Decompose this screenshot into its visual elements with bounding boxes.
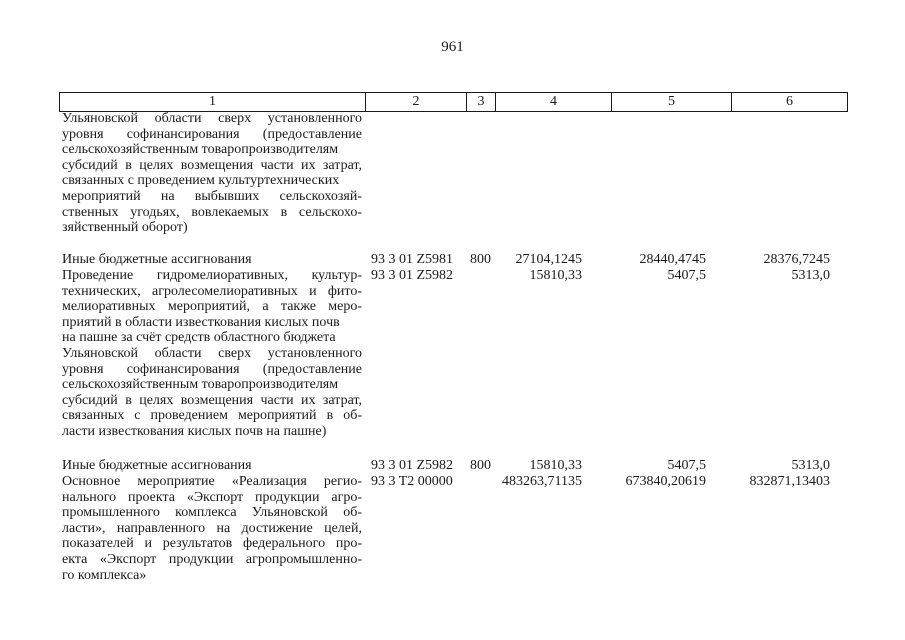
page-number: 961	[441, 39, 464, 55]
row-value-5: 5407,5	[667, 458, 706, 473]
description-line: связанных с проведением культуртехнических	[62, 173, 340, 189]
column-header-5: 5	[612, 93, 732, 112]
column-header-1: 1	[60, 93, 366, 112]
row-value-4: 27104,1245	[515, 252, 582, 267]
column-header-table	[59, 92, 848, 112]
description-line: Иные бюджетные ассигнования	[62, 458, 252, 473]
description-line: сельскохозяйственным товаропроизводителям	[62, 377, 339, 393]
row-value-5: 673840,20619	[625, 474, 706, 489]
description-line: на пашне за счёт средств областного бюджета	[62, 330, 336, 346]
row-value-5: 28440,4745	[639, 252, 706, 267]
row-value-6: 5313,0	[791, 268, 830, 283]
row-value-6: 5313,0	[791, 458, 830, 473]
description-line: субсидий в целях возмещения части их затрат,	[62, 392, 362, 408]
description-line: мелиоративных мероприятий, а также меро-	[62, 299, 362, 315]
row-value-6: 28376,7245	[763, 252, 830, 267]
column-header-3: 3	[467, 93, 496, 112]
row-description	[62, 458, 362, 474]
description-line: сельскохозяйственным товаропроизводителям	[62, 142, 339, 158]
row-value-6: 832871,13403	[749, 474, 830, 489]
column-header-6: 6	[732, 93, 848, 112]
description-line: субсидий в целях возмещения части их затрат,	[62, 157, 362, 173]
row-value-4: 15810,33	[529, 268, 582, 283]
description-line: показателей и результатов федерального про-	[62, 536, 362, 552]
description-line: зяйственный оборот)	[62, 220, 188, 236]
description-line: Проведение гидромелиоративных, культур-	[62, 268, 362, 283]
description-line: нального проекта «Экспорт продукции агро-	[62, 489, 362, 505]
description-line: Основное мероприятие «Реализация регио-	[62, 474, 362, 489]
description-line: связанных с проведением мероприятий в об-	[62, 408, 362, 424]
row-value-5: 5407,5	[667, 268, 706, 283]
description-line: уровня софинансирования (предоставление	[62, 361, 362, 377]
description-line: уровня софинансирования (предоставление	[62, 126, 362, 142]
description-line: ственных угодьях, вовлекаемых в сельскохо-	[62, 204, 362, 220]
column-header-2: 2	[366, 93, 467, 112]
row-code: 93 3 01 Z5982	[371, 268, 454, 283]
description-line: екта «Экспорт продукции агропромышленно-	[62, 551, 362, 567]
row-code: 93 3 01 Z5981	[371, 252, 454, 267]
row-description	[62, 474, 362, 583]
column-header-row	[60, 93, 848, 112]
row-value-4: 15810,33	[529, 458, 582, 473]
description-line: Ульяновской области сверх установленного	[62, 345, 362, 361]
description-line: го комплекса»	[62, 567, 147, 583]
row-code: 93 3 T2 00000	[371, 474, 453, 489]
description-line: технических, агролесомелиоративных и фито-	[62, 283, 362, 299]
description-line: промышленного комплекса Ульяновской об-	[62, 505, 362, 521]
description-line: Иные бюджетные ассигнования	[62, 252, 252, 267]
description-line: приятий в области известкования кислых почв	[62, 314, 340, 330]
row-type: 800	[470, 458, 491, 473]
row-value-4: 483263,71135	[502, 474, 582, 489]
row-description	[62, 111, 362, 236]
row-description	[62, 268, 362, 440]
description-line: ласти», направленного на достижение целей,	[62, 520, 362, 536]
column-header-4: 4	[496, 93, 612, 112]
description-line: ласти известкования кислых почв на пашне)	[62, 423, 327, 439]
row-type: 800	[470, 252, 491, 267]
description-line: мероприятий на выбывших сельскохозяй-	[62, 188, 362, 204]
row-code: 93 3 01 Z5982	[371, 458, 454, 473]
row-description	[62, 252, 362, 268]
description-line: Ульяновской области сверх установленного	[62, 111, 362, 126]
